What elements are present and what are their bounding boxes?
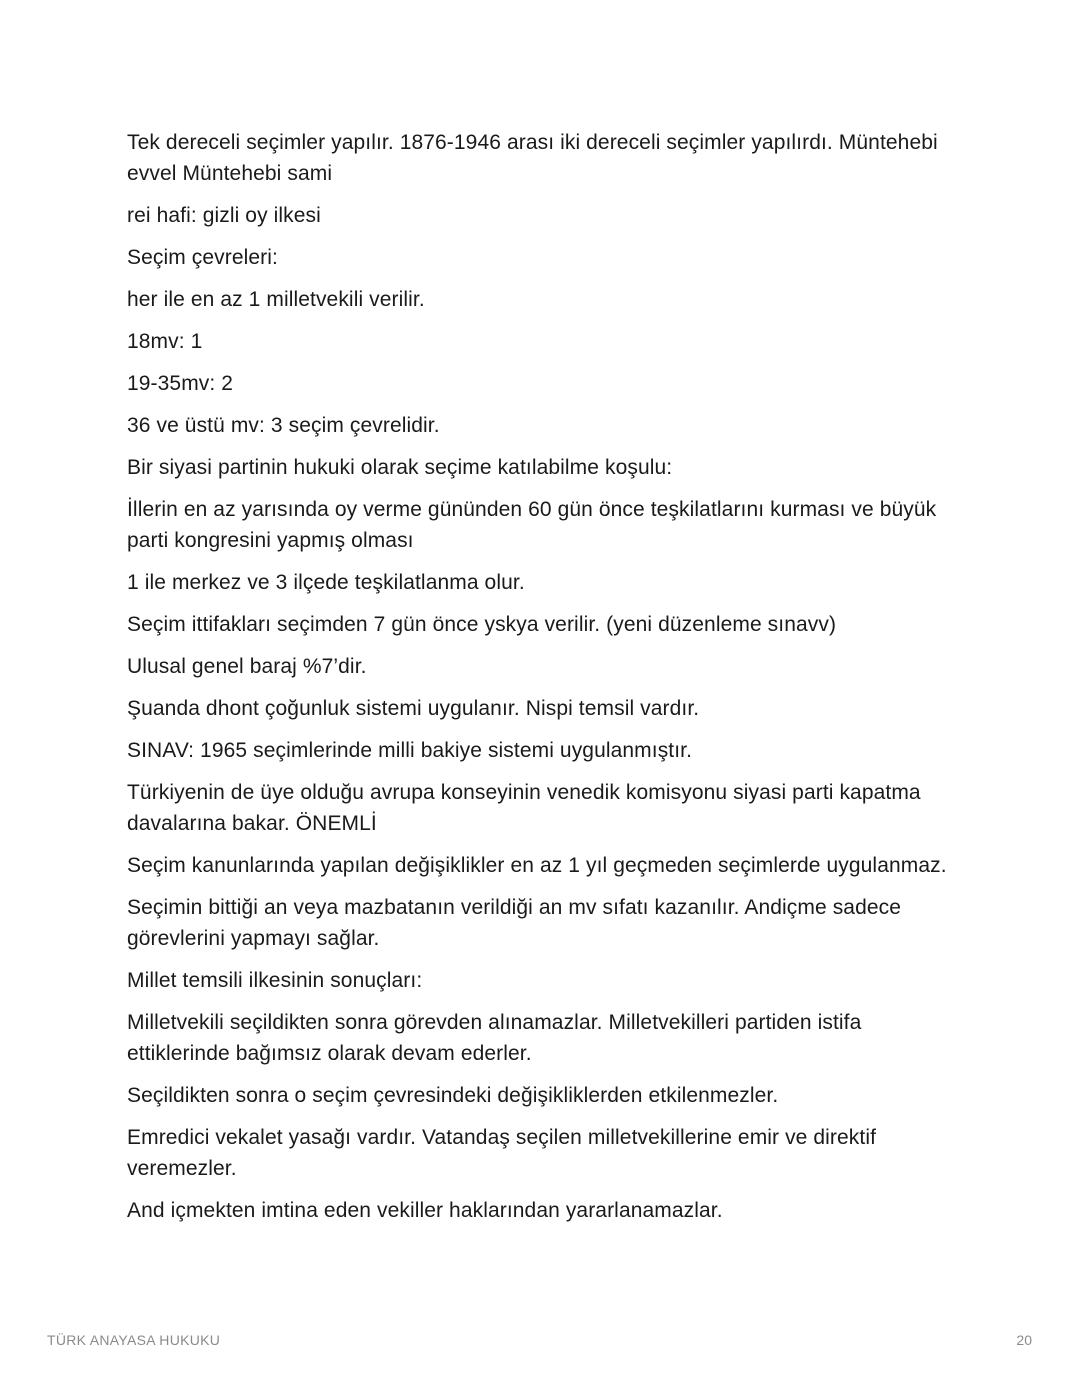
paragraph: rei hafi: gizli oy ilkesi	[127, 204, 321, 227]
paragraph: 19-35mv: 2	[127, 372, 234, 395]
footer-document-title: TÜRK ANAYASA HUKUKU	[47, 1332, 221, 1348]
paragraph: Bir siyasi partinin hukuki olarak seçime katılabilme koşulu:	[127, 456, 673, 479]
page-number: 20	[1016, 1332, 1032, 1348]
paragraph: Millet temsili ilkesinin sonuçları:	[127, 969, 423, 992]
paragraph: Seçildikten sonra o seçim çevresindeki değişikliklerden etkilenmezler.	[127, 1084, 779, 1107]
paragraph: İllerin en az yarısında oy verme gününden 60 gün önce teşkilatlarını kurması ve büyük parti kongresini yapmış olması	[127, 498, 937, 552]
paragraph: Ulusal genel baraj %7’dir.	[127, 655, 367, 678]
paragraph: Türkiyenin de üye olduğu avrupa konseyinin venedik komisyonu siyasi parti kapatma davalarına bakar. ÖNEMLİ	[127, 781, 921, 835]
paragraph: And içmekten imtina eden vekiller haklarından yararlanamazlar.	[127, 1199, 723, 1222]
paragraph: Şuanda dhont çoğunluk sistemi uygulanır. Nispi temsil vardır.	[127, 697, 700, 720]
paragraph: 18mv: 1	[127, 330, 203, 353]
paragraph: Milletvekili seçildikten sonra görevden alınamazlar. Milletvekilleri partiden istifa ettiklerinde bağımsız olarak devam ederler.	[127, 1011, 862, 1065]
paragraph: Seçim ittifakları seçimden 7 gün önce yskya verilir. (yeni düzenleme sınavv)	[127, 613, 837, 636]
paragraph: Emredici vekalet yasağı vardır. Vatandaş seçilen milletvekillerine emir ve direktif veremezler.	[127, 1126, 877, 1180]
paragraph: 36 ve üstü mv: 3 seçim çevrelidir.	[127, 414, 440, 437]
paragraph: Tek dereceli seçimler yapılır. 1876-1946 arası iki dereceli seçimler yapılırdı. Müntehebi evvel Müntehebi sami	[127, 131, 938, 185]
paragraph: her ile en az 1 milletvekili verilir.	[127, 288, 425, 311]
paragraph: Seçim çevreleri:	[127, 246, 278, 269]
paragraph: 1 ile merkez ve 3 ilçede teşkilatlanma olur.	[127, 571, 525, 594]
document-body	[127, 127, 957, 1237]
paragraph: Seçimin bittiği an veya mazbatanın verildiği an mv sıfatı kazanılır. Andiçme sadece görevlerini yapmayı sağlar.	[127, 896, 902, 950]
paragraph: Seçim kanunlarında yapılan değişiklikler en az 1 yıl geçmeden seçimlerde uygulanmaz.	[127, 854, 947, 877]
paragraph: SINAV: 1965 seçimlerinde milli bakiye sistemi uygulanmıştır.	[127, 739, 693, 762]
